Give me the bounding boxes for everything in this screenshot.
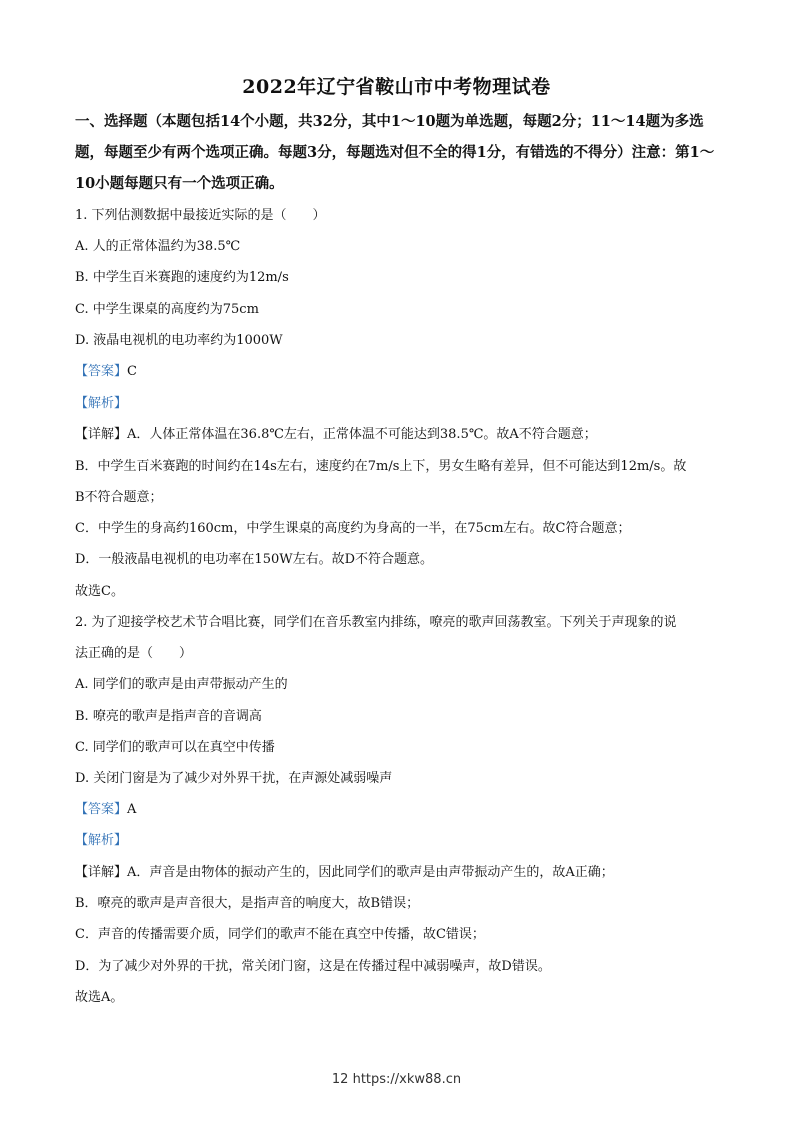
q1-option-c: C. 中学生课桌的高度约为75cm (75, 302, 259, 317)
q1-conclusion: 故选C。 (75, 584, 124, 599)
q2-detail-a (75, 861, 725, 880)
answer-tag: 【答案】 (75, 364, 128, 379)
q2-option-b: B. 嘹亮的歌声是指声音的音调高 (75, 709, 262, 724)
analysis-tag: 【解析】 (75, 833, 128, 848)
q1-detail-a (75, 423, 725, 442)
q2-analysis-tag (75, 829, 725, 848)
q2-option-a: A. 同学们的歌声是由声带振动产生的 (75, 677, 288, 692)
section-heading: 一、选择题（本题包括14个小题，共32分，其中1～10题为单选题，每题2分；11～14题为多选题，每题至少有两个选项正确。每题3分，每题选对但不全的得1分，有错选的不得分）注意：第1～10小题每题只有一个选项正确。 (75, 113, 715, 192)
q1-answer (75, 360, 725, 379)
detail-tag: 【详解】 (75, 427, 128, 442)
q1-detail-c: C．中学生的身高约160cm，中学生课桌的高度约为身高的一半，在75cm左右。故C符合题意； (75, 521, 631, 536)
detail-text: A．声音是由物体的振动产生的，因此同学们的歌声是由声带振动产生的，故A正确； (127, 865, 614, 880)
q2-answer (75, 798, 725, 817)
q2-stem-line1: 2. 为了迎接学校艺术节合唱比赛，同学们在音乐教室内排练，嘹亮的歌声回荡教室。下列关于声现象的说 (75, 615, 677, 630)
q2-detail-b: B．嘹亮的歌声是声音很大，是指声音的响度大，故B错误； (75, 896, 420, 911)
q1-option-b: B. 中学生百米赛跑的速度约为12m/s (75, 270, 289, 285)
q1-detail-b-cont: B不符合题意； (75, 490, 163, 505)
answer-value: C (127, 364, 137, 379)
answer-value: A (127, 802, 137, 817)
answer-tag: 【答案】 (75, 802, 128, 817)
detail-tag: 【详解】 (75, 865, 128, 880)
q1-stem: 1. 下列估测数据中最接近实际的是（ ） (75, 208, 326, 223)
q2-stem-line2: 法正确的是（ ） (75, 646, 193, 661)
q2-detail-d: D．为了减少对外界的干扰，常关闭门窗，这是在传播过程中减弱噪声，故D错误。 (75, 959, 551, 974)
q1-detail-d: D．一般液晶电视机的电功率在150W左右。故D不符合题意。 (75, 552, 434, 567)
detail-text: A．人体正常体温在36.8℃左右，正常体温不可能达到38.5℃。故A不符合题意； (127, 427, 597, 442)
q2-detail-c: C．声音的传播需要介质，同学们的歌声不能在真空中传播，故C错误； (75, 927, 485, 942)
analysis-tag: 【解析】 (75, 396, 128, 411)
q1-option-a: A. 人的正常体温约为38.5℃ (75, 239, 241, 254)
q1-analysis-tag (75, 392, 725, 411)
q2-conclusion: 故选A。 (75, 990, 124, 1005)
q2-option-d: D. 关闭门窗是为了减少对外界干扰，在声源处减弱噪声 (75, 771, 393, 786)
page-footer: 12 https://xkw88.cn (331, 1072, 462, 1087)
page-title: 2022年辽宁省鞍山市中考物理试卷 (242, 76, 551, 98)
q1-option-d: D. 液晶电视机的电功率约为1000W (75, 333, 283, 348)
q1-detail-b: B．中学生百米赛跑的时间约在14s左右，速度约在7m/s上下，男女生略有差异，但不可能达到12m/s。故 (75, 459, 687, 474)
q2-option-c: C. 同学们的歌声可以在真空中传播 (75, 740, 275, 755)
